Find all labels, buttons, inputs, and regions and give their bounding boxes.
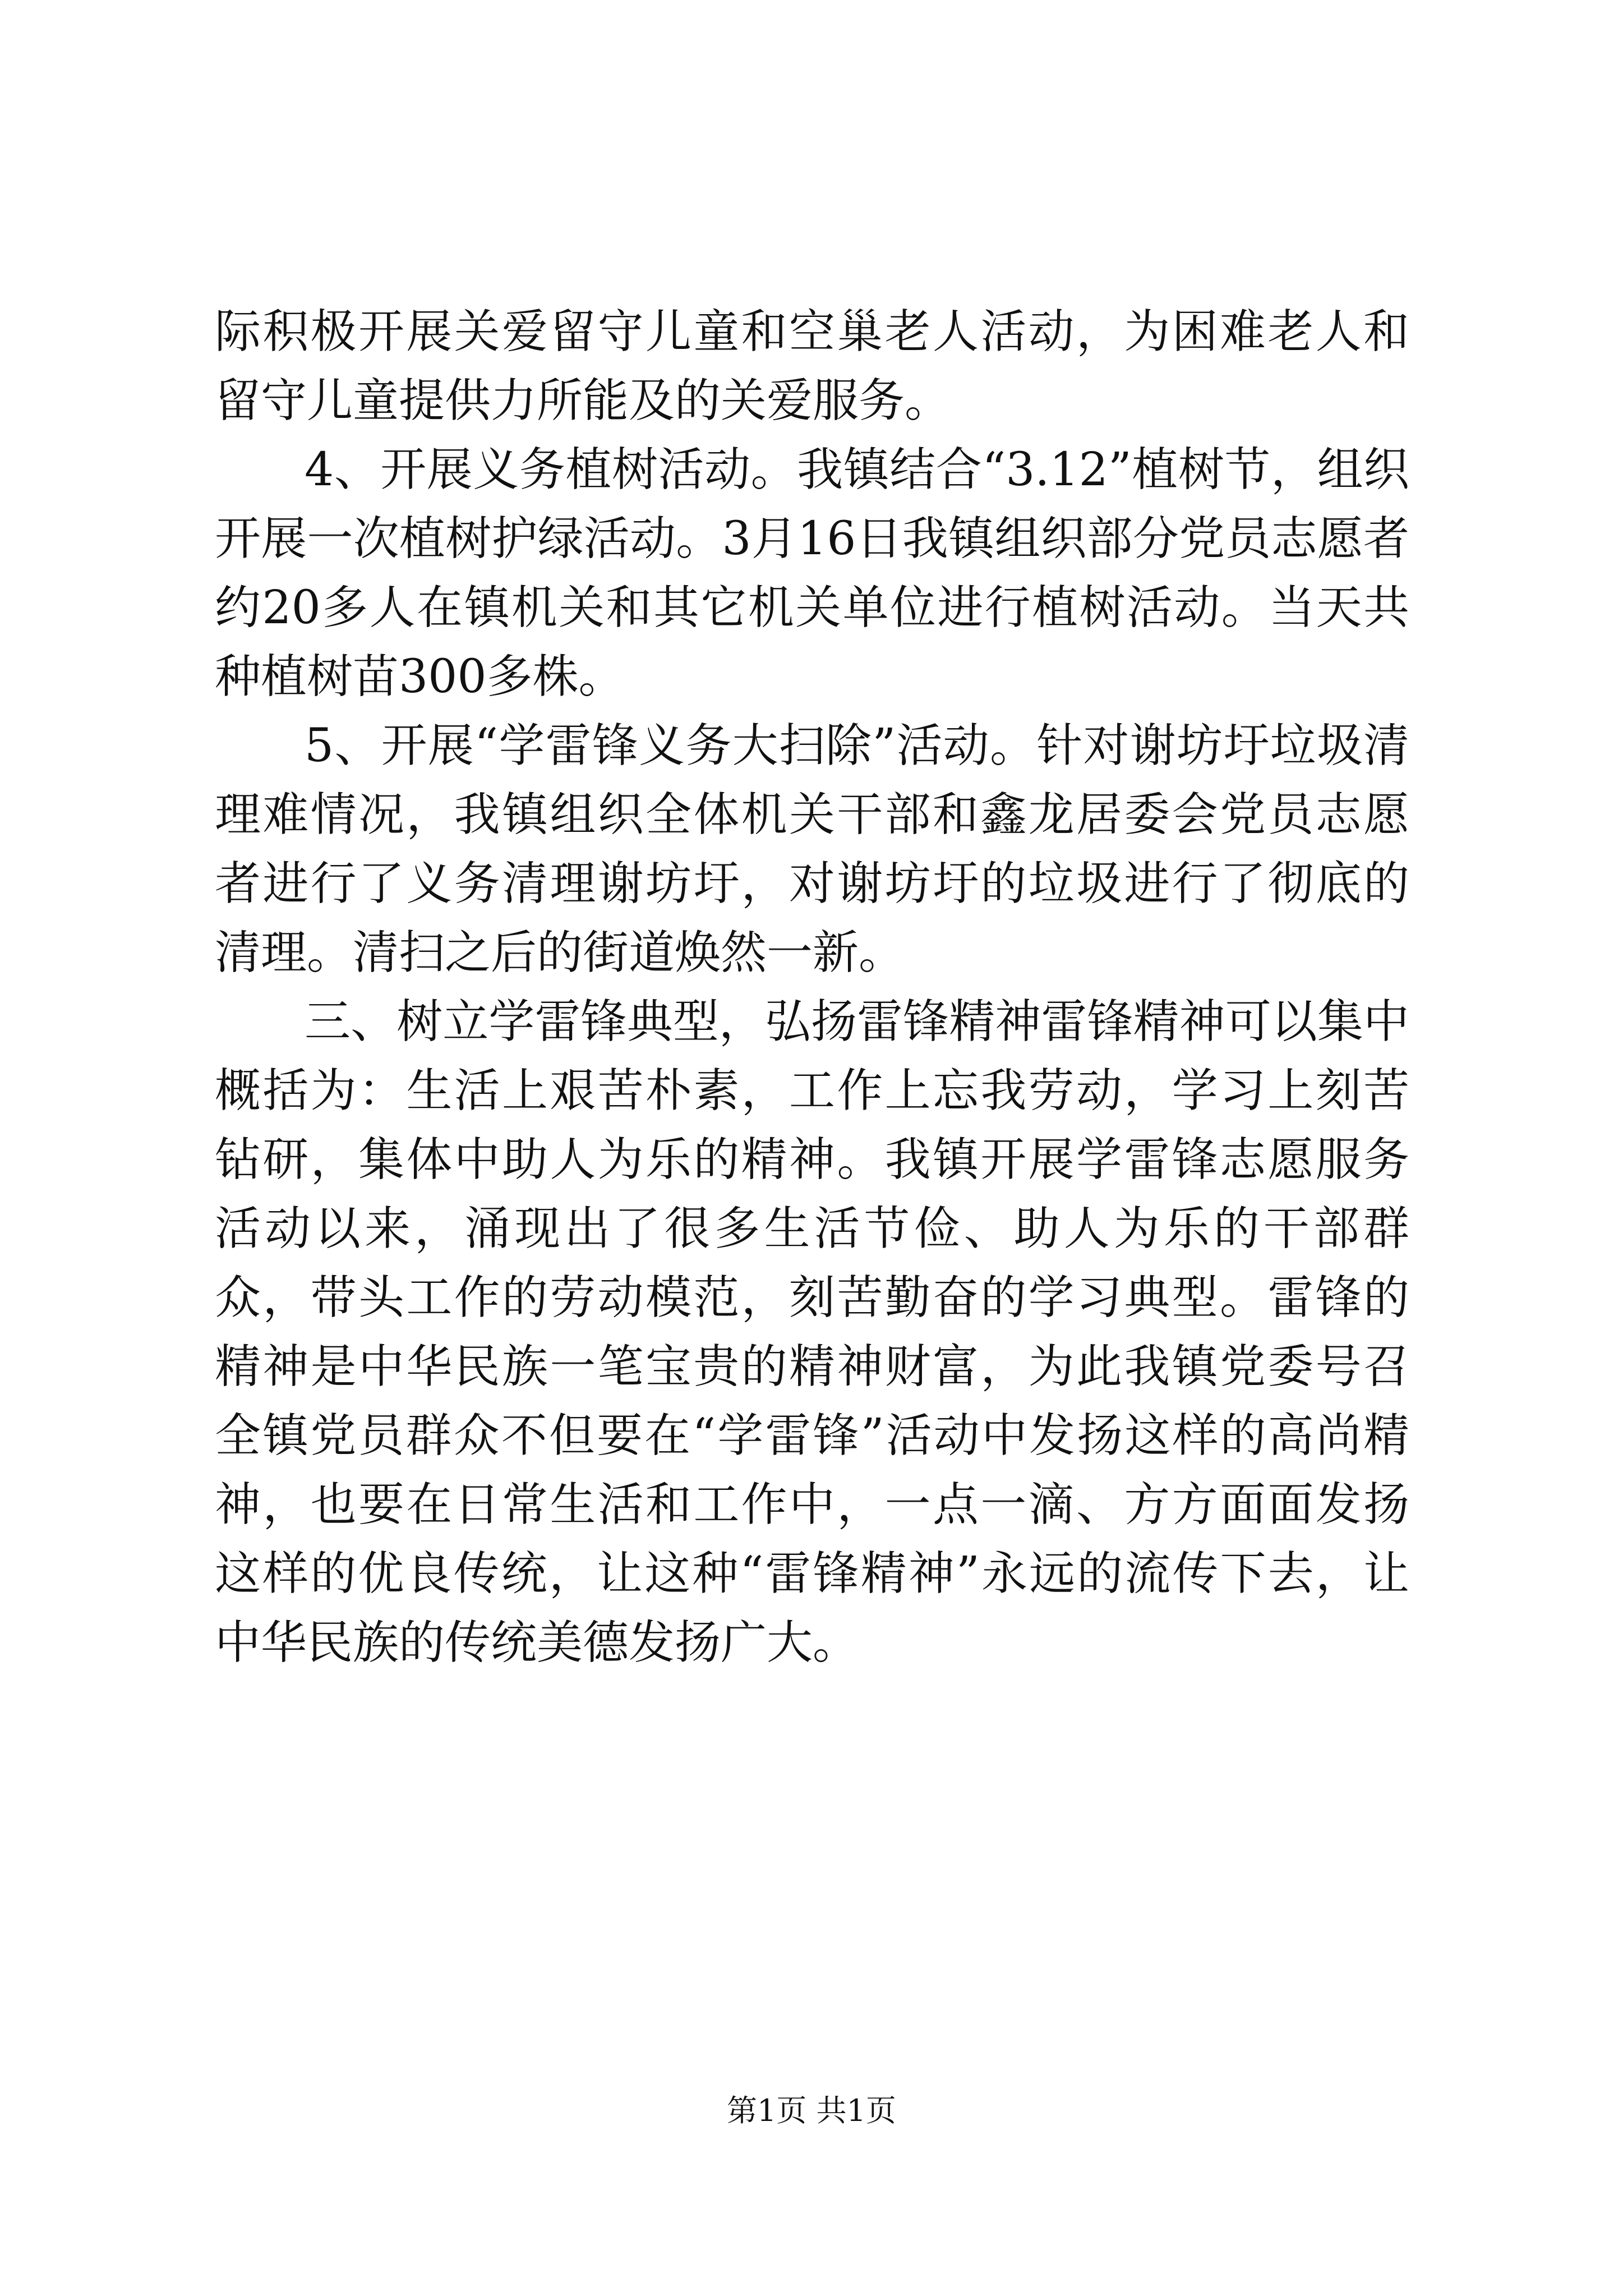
page-number-footer: 第1页 共1页 [727, 2093, 896, 2128]
document-body [215, 297, 1409, 1677]
paragraph-continuation: 际积极开展关爱留守儿童和空巢老人活动，为困难老人和留守儿童提供力所能及的关爱服务。 [215, 305, 1409, 427]
paragraph-lei-feng-spirit: 三、树立学雷锋典型，弘扬雷锋精神雷锋精神可以集中概括为：生活上艰苦朴素，工作上忘我劳动，学习上刻苦钻研，集体中助人为乐的精神。我镇开展学雷锋志愿服务活动以来，涌现出了很多生活节俭、助人为乐的干部群众，带头工作的劳动模范，刻苦勤奋的学习典型。雷锋的精神是中华民族一笔宝贵的精神财富，为此我镇党委号召全镇党员群众不但要在“学雷锋”活动中发扬这样的高尚精神，也要在日常生活和工作中，一点一滴、方方面面发扬这样的优良传统，让这种“雷锋精神”永远的流传下去，让中华民族的传统美德发扬广大。 [215, 995, 1409, 1669]
paragraph-cleanup: 5、开展“学雷锋义务大扫除”活动。针对谢坊圩垃圾清理难情况，我镇组织全体机关干部和鑫龙居委会党员志愿者进行了义务清理谢坊圩，对谢坊圩的垃圾进行了彻底的清理。清扫之后的街道焕然一新。 [215, 719, 1409, 979]
paragraph-tree-planting: 4、开展义务植树活动。我镇结合“3.12”植树节，组织开展一次植树护绿活动。3月16日我镇组织部分党员志愿者约20多人在镇机关和其它机关单位进行植树活动。当天共种植树苗300多株。 [215, 443, 1409, 703]
